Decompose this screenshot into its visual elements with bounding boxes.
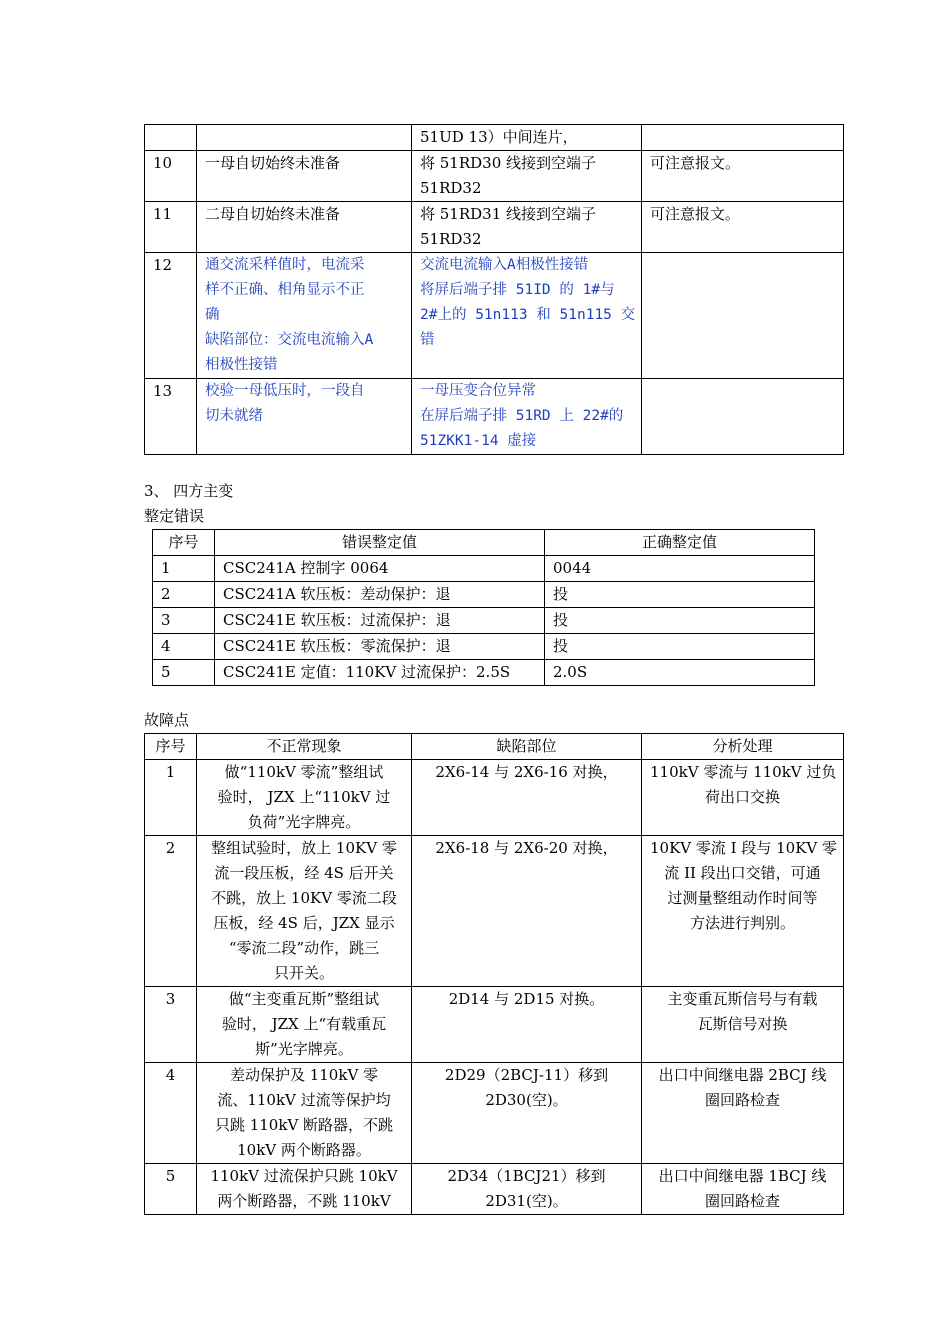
table-header-row [153, 530, 815, 556]
row-number: 3 [145, 987, 197, 1063]
cell-line: 主变重瓦斯信号与有载 [667, 990, 818, 1008]
header-cell: 序号 [145, 734, 197, 760]
table-cell: 投 [545, 634, 815, 660]
cell-line: 圈回路检查 [704, 1091, 780, 1109]
header-cell: 正确整定值 [545, 530, 815, 556]
fault-table [144, 733, 844, 1215]
row-number: 13 [145, 379, 197, 455]
table-row [145, 1164, 844, 1215]
row-number: 4 [145, 1063, 197, 1164]
cell-line: 错 [420, 332, 435, 348]
table-cell [197, 1164, 412, 1215]
table-cell [197, 987, 412, 1063]
cell-line: 一母自切始终未准备 [205, 154, 341, 172]
table-cell [197, 1063, 412, 1164]
cell-line: 相极性接错 [205, 357, 278, 373]
table-row [153, 556, 815, 582]
table-cell: CSC241A 控制字 0064 [215, 556, 545, 582]
cell-line: 2X6-18 与 2X6-20 对换， [435, 839, 618, 857]
cell-line: 流、110kV 过流等保护均 [217, 1091, 391, 1109]
table-cell [642, 151, 844, 202]
cell-line: 51UD 13）中间连片， [420, 128, 578, 146]
table-row [153, 634, 815, 660]
cell-line: 可注意报文。 [650, 154, 741, 172]
cell-line: 2D30(空)。 [485, 1091, 568, 1109]
cell-line: 验时， JZX 上“有载重瓦 [221, 1015, 387, 1033]
cell-line: 2D31(空)。 [485, 1192, 568, 1210]
cell-line: 在屏后端子排 51RD 上 22#的 [420, 408, 624, 424]
table-cell [412, 1063, 642, 1164]
table-row [145, 151, 844, 202]
table-cell [642, 125, 844, 151]
table-row [145, 760, 844, 836]
table-cell [412, 760, 642, 836]
table-cell [642, 379, 844, 455]
cell-line: 通交流采样值时，电流采 [205, 257, 365, 273]
table-cell [197, 151, 412, 202]
table-cell [412, 379, 642, 455]
table-cell: CSC241E 定值：110KV 过流保护：2.5S [215, 660, 545, 686]
table-cell: CSC241A 软压板：差动保护：退 [215, 582, 545, 608]
table-cell [197, 379, 412, 455]
row-number [145, 125, 197, 151]
row-number: 2 [145, 836, 197, 987]
cell-line: 不跳，放上 10KV 零流二段 [211, 889, 397, 907]
table-cell [642, 253, 844, 379]
cell-line: 可注意报文。 [650, 205, 741, 223]
row-number: 5 [153, 660, 215, 686]
cell-line: “零流二段”动作，跳三 [228, 939, 380, 957]
table-header-row [145, 734, 844, 760]
section-title: 3、 四方主变 [144, 482, 234, 500]
table-cell [412, 987, 642, 1063]
table-cell [197, 125, 412, 151]
cell-line: 做“主变重瓦斯”整组试 [228, 990, 380, 1008]
cell-line: 差动保护及 110kV 零 [229, 1066, 379, 1084]
cell-line: 2#上的 51n113 和 51n115 交 [420, 307, 636, 323]
cell-line: 做“110kV 零流”整组试 [224, 763, 384, 781]
table-row [145, 836, 844, 987]
cell-line: 瓦斯信号对换 [697, 1015, 788, 1033]
cell-line: 2X6-14 与 2X6-16 对换， [435, 763, 618, 781]
cell-line: 两个断路器，不跳 110kV [217, 1192, 391, 1210]
cell-line: 缺陷部位：交流电流输入A [205, 332, 374, 348]
table-cell [412, 151, 642, 202]
table-cell [197, 253, 412, 379]
row-number: 12 [145, 253, 197, 379]
cell-line: 51RD32 [420, 230, 482, 248]
row-number: 10 [145, 151, 197, 202]
cell-line: 51ZKK1-14 虚接 [420, 433, 537, 449]
row-number: 11 [145, 202, 197, 253]
cell-line: 出口中间继电器 2BCJ 线 [658, 1066, 827, 1084]
table-cell [412, 1164, 642, 1215]
cell-line: 2D34（1BCJ21）移到 [447, 1167, 606, 1185]
cell-line: 2D29（2BCJ-11）移到 [444, 1066, 609, 1084]
cell-line: 将屏后端子排 51ID 的 1#与 [420, 282, 615, 298]
row-number: 1 [145, 760, 197, 836]
table-cell [642, 1063, 844, 1164]
cell-line: 51RD32 [420, 179, 482, 197]
cell-line: 只开关。 [273, 964, 334, 982]
header-cell: 错误整定值 [215, 530, 545, 556]
cell-line: 圈回路检查 [704, 1192, 780, 1210]
cell-line: 流一段压板，经 4S 后开关 [214, 864, 394, 882]
setting-error-table [152, 529, 815, 686]
header-cell: 序号 [153, 530, 215, 556]
cell-line: 2D14 与 2D15 对换。 [448, 990, 605, 1008]
table-cell [642, 987, 844, 1063]
cell-line: 流 II 段出口交错，可通 [664, 864, 821, 882]
cell-line: 样不正确、相角显示不正 [205, 282, 365, 298]
row-number: 2 [153, 582, 215, 608]
cell-line: 10KV 零流 I 段与 10KV 零 [650, 839, 838, 857]
table-cell [412, 202, 642, 253]
table-cell [197, 836, 412, 987]
table-row [153, 660, 815, 686]
header-cell: 分析处理 [642, 734, 844, 760]
cell-line: 只跳 110kV 断路器，不跳 [214, 1116, 394, 1134]
cell-line: 过测量整组动作时间等 [667, 889, 818, 907]
table-row [153, 608, 815, 634]
table-continued [144, 124, 844, 455]
table-cell: CSC241E 软压板：过流保护：退 [215, 608, 545, 634]
table-row [145, 1063, 844, 1164]
table-cell: 投 [545, 582, 815, 608]
cell-line: 切未就绪 [205, 408, 263, 424]
table-cell [412, 253, 642, 379]
table-cell [642, 836, 844, 987]
table-cell [642, 1164, 844, 1215]
cell-line: 110kV 过流保护只跳 10kV [210, 1167, 398, 1185]
table-cell [642, 202, 844, 253]
cell-line: 验时， JZX 上“110kV 过 [217, 788, 391, 806]
section-subtitle: 整定错误 [144, 507, 205, 525]
fault-title: 故障点 [144, 711, 190, 729]
table-row [145, 202, 844, 253]
table-cell [412, 125, 642, 151]
cell-line: 二母自切始终未准备 [205, 205, 341, 223]
table-row [145, 379, 844, 455]
cell-line: 出口中间继电器 1BCJ 线 [658, 1167, 827, 1185]
cell-line: 整组试验时，放上 10KV 零 [211, 839, 397, 857]
row-number: 4 [153, 634, 215, 660]
cell-line: 确 [205, 307, 220, 323]
cell-line: 压板，经 4S 后，JZX 显示 [213, 914, 395, 932]
cell-line: 10kV 两个断路器。 [237, 1141, 371, 1159]
table-row [145, 253, 844, 379]
table-row [153, 582, 815, 608]
table-cell [197, 760, 412, 836]
header-cell: 缺陷部位 [412, 734, 642, 760]
header-cell: 不正常现象 [197, 734, 412, 760]
table-cell: 0044 [545, 556, 815, 582]
cell-line: 负荷”光字牌亮。 [247, 813, 361, 831]
table-cell: 投 [545, 608, 815, 634]
table-row [145, 987, 844, 1063]
cell-line: 校验一母低压时，一段自 [205, 383, 365, 399]
table-cell [197, 202, 412, 253]
cell-line: 斯”光字牌亮。 [255, 1040, 353, 1058]
cell-line: 方法进行判别。 [689, 914, 795, 932]
cell-line: 一母压变合位异常 [420, 383, 536, 399]
table-cell [412, 836, 642, 987]
cell-line: 110kV 零流与 110kV 过负 [650, 763, 837, 781]
table-row [145, 125, 844, 151]
row-number: 3 [153, 608, 215, 634]
table-cell: CSC241E 软压板：零流保护：退 [215, 634, 545, 660]
table-cell: 2.0S [545, 660, 815, 686]
row-number: 5 [145, 1164, 197, 1215]
cell-line: 将 51RD30 线接到空端子 [420, 154, 597, 172]
table-cell [642, 760, 844, 836]
cell-line: 荷出口交换 [704, 788, 780, 806]
row-number: 1 [153, 556, 215, 582]
cell-line: 将 51RD31 线接到空端子 [420, 205, 597, 223]
cell-line: 交流电流输入A相极性接错 [420, 257, 589, 273]
